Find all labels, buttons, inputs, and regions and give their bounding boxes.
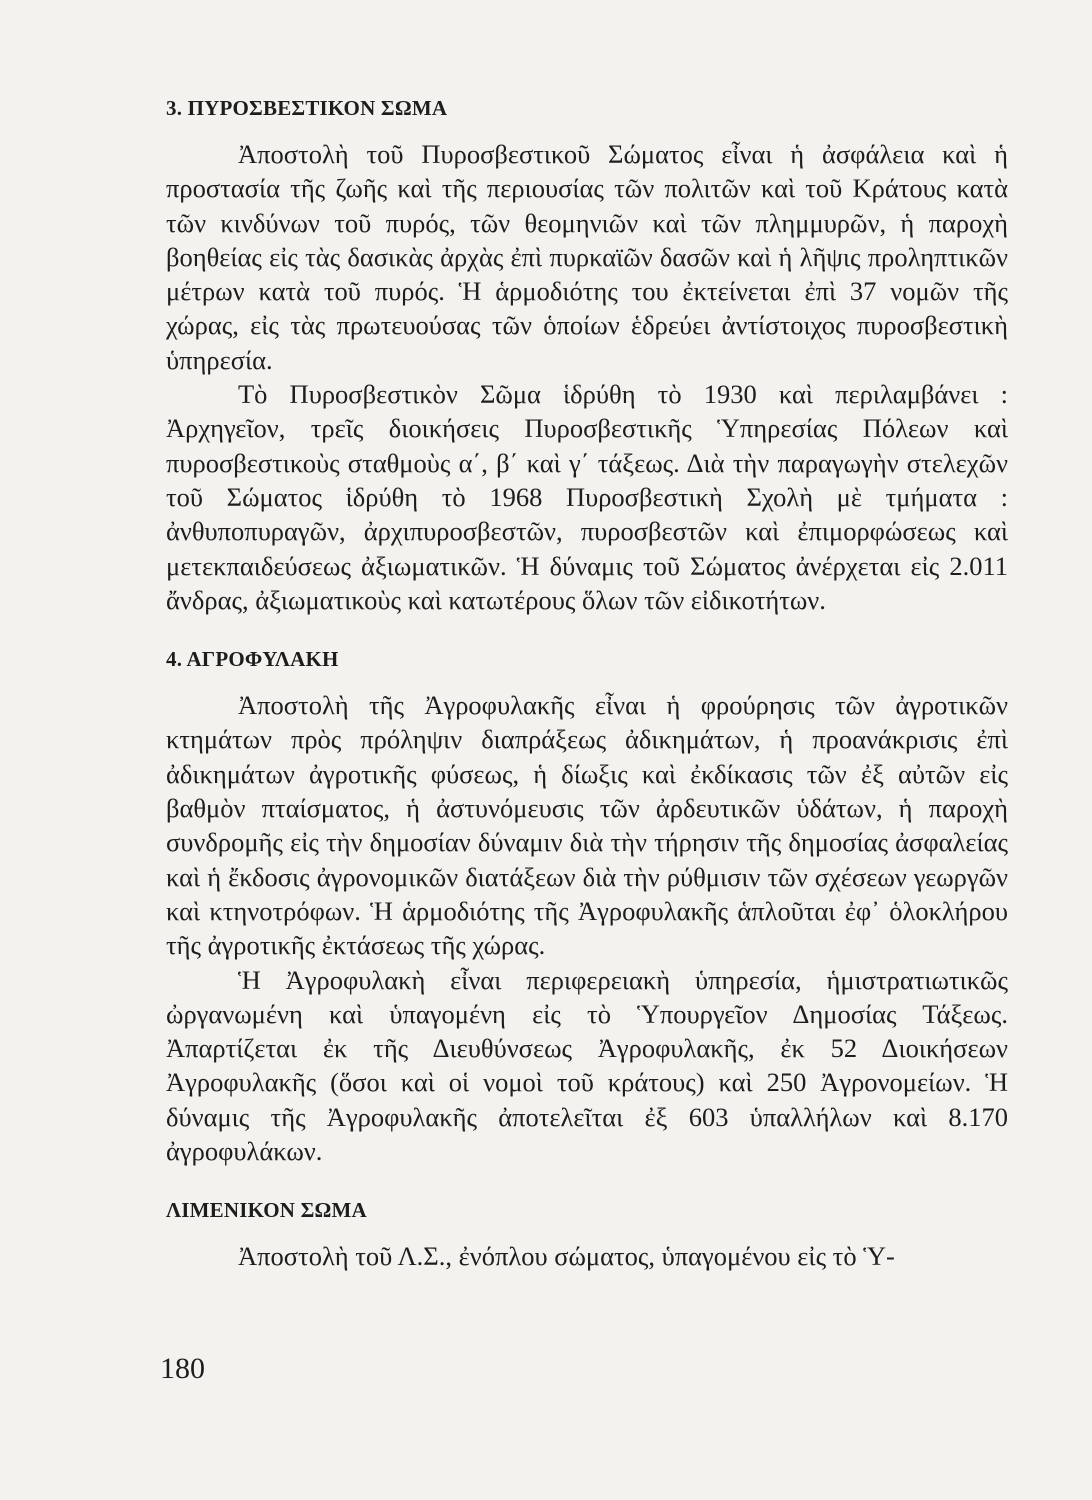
body-paragraph: Τὸ Πυροσβεστικὸν Σῶμα ἱδρύθη τὸ 1930 καὶ περιλαμβάνει : Ἀρχηγεῖον, τρεῖς διοικήσεις Πυροσβεστικῆς Ὑπηρεσίας Πόλεων καὶ πυροσβεστικοὺς σταθμοὺς α΄, β΄ καὶ γ΄ τάξεως. Διὰ τὴν παραγωγὴν στελεχῶν τοῦ Σώματος ἱδρύθη τὸ 1968 Πυροσβεστικὴ Σχολὴ μὲ τμήματα : ἀνθυποπυραγῶν, ἀρχιπυροσβεστῶν, πυροσβεστῶν καὶ ἐπιμορφώσεως καὶ μετεκπαιδεύσεως ἀξιωματικῶν. Ἡ δύναμις τοῦ Σώματος ἀνέρχεται εἰς 2.011 ἄνδρας, ἀξιωματικοὺς καὶ κατωτέρους ὅλων τῶν εἰδικοτήτων.	[166, 379, 1008, 615]
body-paragraph: Ἀποστολὴ τοῦ Λ.Σ., ἐνόπλου σώματος, ὑπαγομένου εἰς τὸ Ὑ-	[238, 1241, 895, 1272]
body-paragraph: Ἀποστολὴ τῆς Ἀγροφυλακῆς εἶναι ἡ φρούρησις τῶν ἀγροτικῶν κτημάτων πρὸς πρόληψιν διαπράξεως ἀδικημάτων, ἡ προανάκρισις ἐπὶ ἀδικημάτων ἀγροτικῆς φύσεως, ἡ δίωξις καὶ ἐκδίκασις τῶν ἐξ αὐτῶν εἰς βαθμὸν πταίσματος, ἡ ἀστυνόμευσις τῶν ἀρδευτικῶν ὑδάτων, ἡ παροχὴ συνδρομῆς εἰς τὴν δημοσίαν δύναμιν διὰ τὴν τήρησιν τῆς δημοσίας ἀσφαλείας καὶ ἡ ἔκδοσις ἀγρονομικῶν διατάξεων διὰ τὴν ρύθμισιν τῶν σχέσεων γεωργῶν καὶ κτηνοτρόφων. Ἡ ἁρμοδιότης τῆς Ἀγροφυλακῆς ἁπλοῦται ἐφ᾽ ὁλοκλήρου τῆς ἀγροτικῆς ἐκτάσεως τῆς χώρας.	[166, 690, 1008, 961]
section-rural-guard	[166, 647, 1008, 1168]
body-paragraph: Ἡ Ἀγροφυλακὴ εἶναι περιφερειακὴ ὑπηρεσία, ἡμιστρατιωτικῶς ὠργανωμένη καὶ ὑπαγομένη εἰς τὸ Ὑπουργεῖον Δημοσίας Τάξεως. Ἀπαρτίζεται ἐκ τῆς Διευθύνσεως Ἀγροφυλακῆς, ἐκ 52 Διοικήσεων Ἀγροφυλακῆς (ὅσοι καὶ οἱ νομοὶ τοῦ κράτους) καὶ 250 Ἀγρονομείων. Ἡ δύναμις τῆς Ἀγροφυλακῆς ἀποτελεῖται ἐξ 603 ὑπαλλήλων καὶ 8.170 ἀγροφυλάκων.	[166, 964, 1008, 1167]
section-fire-brigade	[166, 96, 1008, 617]
page-number: 180	[160, 1352, 205, 1385]
section-port-police	[166, 1198, 1008, 1273]
section-heading: 4. ΑΓΡΟΦΥΛΑΚΗ	[166, 647, 339, 672]
section-heading: 3. ΠΥΡΟΣΒΕΣΤΙΚΟΝ ΣΩΜΑ	[166, 96, 448, 120]
body-paragraph: Ἀποστολὴ τοῦ Πυροσβεστικοῦ Σώματος εἶναι ἡ ἀσφάλεια καὶ ἡ προστασία τῆς ζωῆς καὶ τῆς περιουσίας τῶν πολιτῶν καὶ τοῦ Κράτους κατὰ τῶν κινδύνων τοῦ πυρός, τῶν θεομηνιῶν καὶ τῶν πλημμυρῶν, ἡ παροχὴ βοηθείας εἰς τὰς δασικὰς ἀρχὰς ἐπὶ πυρκαϊῶν δασῶν καὶ ἡ λῆψις προληπτικῶν μέτρων κατὰ τοῦ πυρός. Ἡ ἁρμοδιότης του ἐκτείνεται ἐπὶ 37 νομῶν τῆς χώρας, εἰς τὰς πρωτευούσας τῶν ὁποίων ἑδρεύει ἀντίστοιχος πυροσβεστικὴ ὑπηρεσία.	[166, 139, 1008, 375]
section-heading: ΛΙΜΕΝΙΚΟΝ ΣΩΜΑ	[166, 1198, 367, 1223]
